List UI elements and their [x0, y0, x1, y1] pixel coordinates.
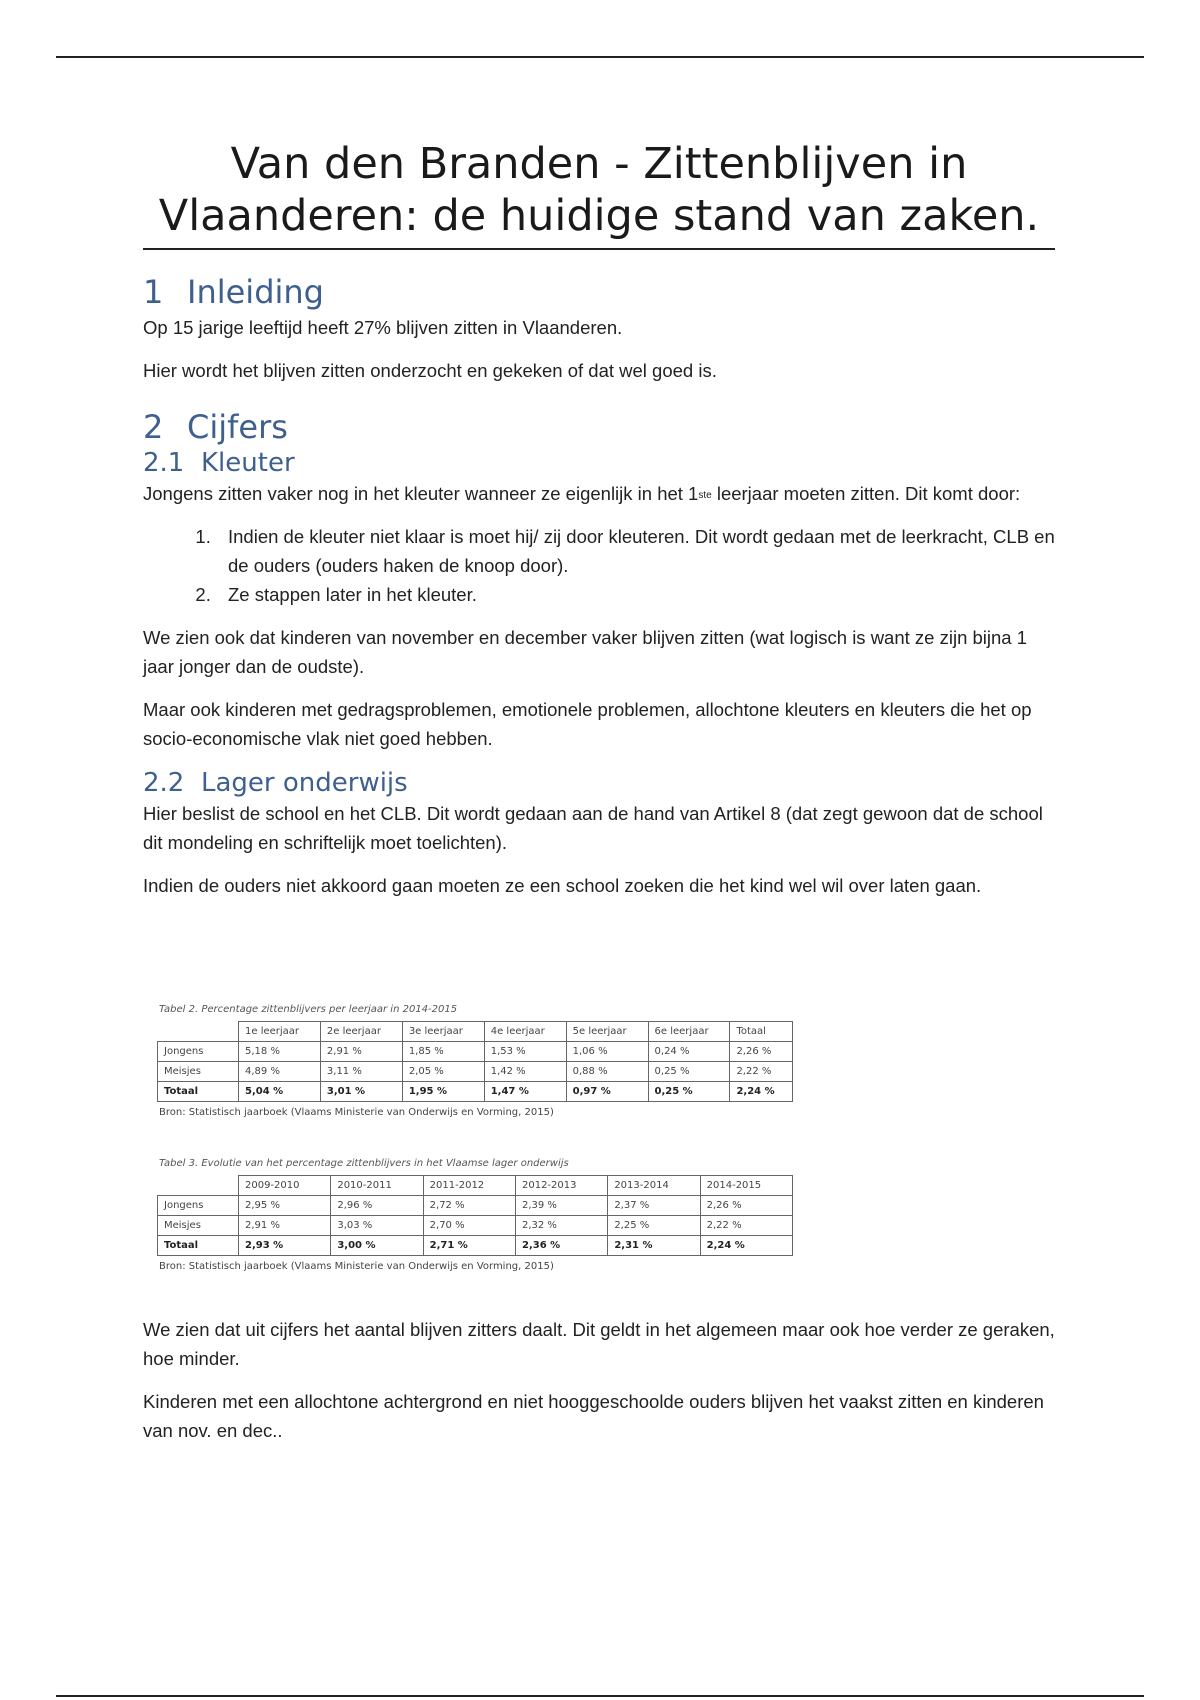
table-cell: 5,18 % — [239, 1042, 321, 1062]
heading-text: Lager onderwijs — [201, 768, 408, 798]
paragraph: Maar ook kinderen met gedragsproblemen, emotionele problemen, allochtone kleuters en kleuters die het op socio-economische vlak niet goed hebben. — [143, 699, 1032, 749]
table-cell: 2,91 % — [239, 1216, 331, 1236]
table-header-row — [158, 1022, 793, 1042]
heading-inleiding — [143, 272, 1055, 312]
table-cell: 2,39 % — [515, 1196, 607, 1216]
table-cell: 2,71 % — [423, 1236, 515, 1256]
heading-cijfers — [143, 407, 1055, 447]
table-cell: 3,11 % — [320, 1062, 402, 1082]
table-cell: 2,96 % — [331, 1196, 423, 1216]
table-cell: 2,22 % — [730, 1062, 793, 1082]
table-cell: 1,06 % — [566, 1042, 648, 1062]
page-bottom-rule — [56, 1695, 1144, 1697]
table-cell: 3,01 % — [320, 1082, 402, 1102]
paragraph-text: Jongens zitten vaker nog in het kleuter wanneer ze eigenlijk in het 1 — [143, 483, 699, 504]
column-header: 2014-2015 — [700, 1176, 792, 1196]
table-cell: 2,24 % — [730, 1082, 793, 1102]
column-header: 5e leerjaar — [566, 1022, 648, 1042]
table-source: Bron: Statistisch jaarboek (Vlaams Ministerie van Onderwijs en Vorming, 2015) — [159, 1261, 554, 1272]
table-cell: 1,85 % — [402, 1042, 484, 1062]
table-cell: 2,36 % — [515, 1236, 607, 1256]
row-label: Meisjes — [158, 1216, 239, 1236]
paragraph: Kinderen met een allochtone achtergrond en niet hooggeschoolde ouders blijven het vaakst zitten en kinderen van nov. en dec.. — [143, 1391, 1044, 1441]
column-header: 2013-2014 — [608, 1176, 700, 1196]
table-header-row — [158, 1176, 793, 1196]
heading-text: Cijfers — [187, 408, 288, 446]
paragraph-text: leerjaar moeten zitten. Dit komt door: — [711, 483, 1021, 504]
row-label: Jongens — [158, 1196, 239, 1216]
list-item: 2. Ze stappen later in het kleuter. — [216, 580, 1055, 609]
table-corner-cell — [158, 1022, 239, 1042]
document-page-continued — [143, 1315, 1055, 1445]
table-row-total — [158, 1236, 793, 1256]
paragraph: Hier wordt het blijven zitten onderzocht en gekeken of dat wel goed is. — [143, 360, 717, 381]
table-caption: Tabel 3. Evolutie van het percentage zittenblijvers in het Vlaamse lager onderwijs — [159, 1158, 569, 1169]
table-source: Bron: Statistisch jaarboek (Vlaams Ministerie van Onderwijs en Vorming, 2015) — [159, 1107, 554, 1118]
table-corner-cell — [158, 1176, 239, 1196]
table-cell: 1,47 % — [484, 1082, 566, 1102]
row-label: Meisjes — [158, 1062, 239, 1082]
table-cell: 1,53 % — [484, 1042, 566, 1062]
table-cell: 2,95 % — [239, 1196, 331, 1216]
page-top-rule — [56, 56, 1144, 58]
column-header: 6e leerjaar — [648, 1022, 730, 1042]
column-header: Totaal — [730, 1022, 793, 1042]
paragraph: We zien dat uit cijfers het aantal blijven zitters daalt. Dit geldt in het algemeen maar ook hoe verder ze geraken, hoe minder. — [143, 1319, 1055, 1369]
heading-number: 1 — [143, 273, 164, 311]
document-page — [143, 138, 1055, 900]
paragraph: We zien ook dat kinderen van november en december vaker blijven zitten (wat logisch is want ze zijn bijna 1 jaar jonger dan de oudste). — [143, 627, 1028, 677]
heading-number: 2 — [143, 408, 164, 446]
paragraph — [143, 479, 1055, 508]
row-label: Totaal — [158, 1082, 239, 1102]
column-header: 2011-2012 — [423, 1176, 515, 1196]
paragraph: Op 15 jarige leeftijd heeft 27% blijven zitten in Vlaanderen. — [143, 317, 623, 338]
table-row-total — [158, 1082, 793, 1102]
paragraph: Hier beslist de school en het CLB. Dit wordt gedaan aan de hand van Artikel 8 (dat zegt gewoon dat de school dit mondeling en schriftelijk moet toelichten). — [143, 803, 1043, 853]
column-header: 2010-2011 — [331, 1176, 423, 1196]
column-header: 2e leerjaar — [320, 1022, 402, 1042]
heading-kleuter — [143, 447, 1055, 479]
table-row — [158, 1216, 793, 1236]
table-cell: 2,26 % — [700, 1196, 792, 1216]
table-3 — [157, 1175, 793, 1256]
table-cell: 0,88 % — [566, 1062, 648, 1082]
table-2-block — [157, 1004, 797, 1118]
paragraph: Indien de ouders niet akkoord gaan moeten ze een school zoeken die het kind wel wil over laten gaan. — [143, 875, 982, 896]
document-title: Van den Branden - Zittenblijven in Vlaanderen: de huidige stand van zaken. — [143, 138, 1055, 250]
column-header: 2012-2013 — [515, 1176, 607, 1196]
table-cell: 0,97 % — [566, 1082, 648, 1102]
table-cell: 2,31 % — [608, 1236, 700, 1256]
table-cell: 0,25 % — [648, 1082, 730, 1102]
heading-lager-onderwijs — [143, 767, 1055, 799]
table-2 — [157, 1021, 793, 1102]
table-cell: 1,42 % — [484, 1062, 566, 1082]
table-cell: 2,25 % — [608, 1216, 700, 1236]
table-3-block — [157, 1158, 797, 1272]
heading-number: 2.1 — [143, 448, 185, 478]
row-label: Jongens — [158, 1042, 239, 1062]
table-cell: 2,72 % — [423, 1196, 515, 1216]
table-cell: 2,22 % — [700, 1216, 792, 1236]
table-cell: 5,04 % — [239, 1082, 321, 1102]
row-label: Totaal — [158, 1236, 239, 1256]
table-caption: Tabel 2. Percentage zittenblijvers per leerjaar in 2014-2015 — [159, 1004, 458, 1015]
table-cell: 3,03 % — [331, 1216, 423, 1236]
table-cell: 2,37 % — [608, 1196, 700, 1216]
table-cell: 0,24 % — [648, 1042, 730, 1062]
table-cell: 2,32 % — [515, 1216, 607, 1236]
column-header: 1e leerjaar — [239, 1022, 321, 1042]
table-cell: 2,05 % — [402, 1062, 484, 1082]
heading-text: Kleuter — [201, 448, 295, 478]
table-row — [158, 1062, 793, 1082]
list-item: 1. Indien de kleuter niet klaar is moet hij/ zij door kleuteren. Dit wordt gedaan met de leerkracht, CLB en de ouders (ouders haken de knoop door). — [216, 522, 1055, 580]
superscript: ste — [698, 490, 712, 501]
table-cell: 2,26 % — [730, 1042, 793, 1062]
table-row — [158, 1042, 793, 1062]
numbered-list — [143, 522, 1055, 609]
table-cell: 0,25 % — [648, 1062, 730, 1082]
column-header: 3e leerjaar — [402, 1022, 484, 1042]
column-header: 2009-2010 — [239, 1176, 331, 1196]
table-cell: 2,91 % — [320, 1042, 402, 1062]
table-cell: 2,70 % — [423, 1216, 515, 1236]
table-cell: 2,93 % — [239, 1236, 331, 1256]
column-header: 4e leerjaar — [484, 1022, 566, 1042]
table-cell: 3,00 % — [331, 1236, 423, 1256]
table-cell: 1,95 % — [402, 1082, 484, 1102]
table-cell: 4,89 % — [239, 1062, 321, 1082]
heading-number: 2.2 — [143, 768, 185, 798]
table-cell: 2,24 % — [700, 1236, 792, 1256]
heading-text: Inleiding — [187, 273, 324, 311]
table-row — [158, 1196, 793, 1216]
